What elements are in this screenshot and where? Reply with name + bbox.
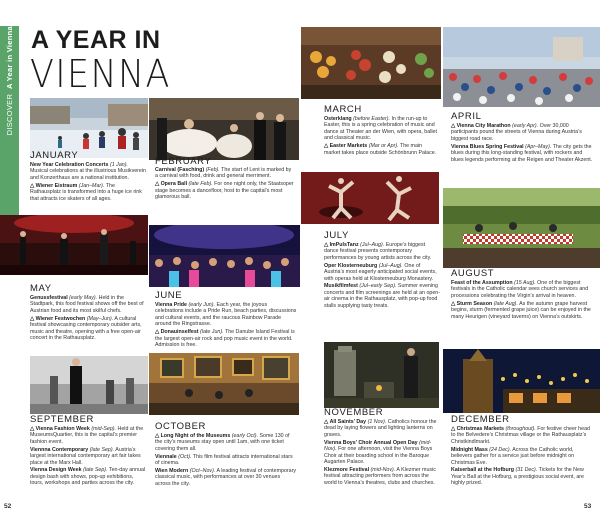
event-name: Wiener Eistraum xyxy=(35,182,78,189)
event-date: (early Apr). xyxy=(512,123,539,129)
event-name: Musikfilmfest xyxy=(324,283,358,290)
page-title-line2: VIENNA xyxy=(30,52,171,96)
event-text: The start of Lent is marked by a carnival with food, drink and general merriment. xyxy=(155,167,292,180)
september-photo xyxy=(30,356,148,414)
event-date: (late Jun). xyxy=(200,329,224,336)
month-march: MARCH xyxy=(324,104,362,115)
june-photo xyxy=(149,225,300,287)
event-date: (1 Nov). xyxy=(367,419,387,425)
august-photo xyxy=(443,188,600,268)
october-photo xyxy=(149,353,299,415)
event-text: Ten-day annual design bash with shows, pop-up exhibitions, tours, workshops and parties across the city. xyxy=(30,467,146,487)
july-events: △ ImPulsTanz (Jul–Aug). Europe’s biggest dance festival presents contemporary performances by young artists across the city. Oper Klosterneuburg (Jul–Aug). One of Austria’s most eagerly anticipated social events, with operas held at Klosterneuburg Monastery. Musikfilmfest (Jul–early Sep). Summer evening concerts and film screenings are held at an open-air cinema in the Rathausplatz, with pop-up food stalls supplying tasty treats. xyxy=(324,242,441,309)
page-number-right: 53 xyxy=(584,503,592,510)
event-date: (late Sep). xyxy=(89,446,115,453)
page-title-line1: A YEAR IN xyxy=(31,26,161,54)
event-name: Vienna City Marathon xyxy=(456,123,511,129)
november-photo xyxy=(324,342,439,408)
month-may: MAY xyxy=(30,283,52,294)
event-name: Wien Modern xyxy=(155,468,189,475)
event-name: Sturm Season xyxy=(456,300,493,307)
event-text: Summer evening concerts and film screenings are held at an open-air cinema in the Rathausplatz, with pop-up food stalls supplying tasty treats. xyxy=(324,283,441,309)
event-date: (mid-Nov). xyxy=(370,466,396,473)
month-october: OCTOBER xyxy=(155,421,207,432)
event-date: (May–Jun). xyxy=(86,315,114,322)
event-name: Klezmore Festival xyxy=(324,466,370,473)
april-photo xyxy=(443,27,600,107)
event-text: As the autumn grape harvest begins, sturm (fermented grape juice) can be enjoyed in the many Heurigen (vineyard taverns) on Vienna’s outskirts. xyxy=(451,300,591,320)
tab-section-name: A Year in Vienna xyxy=(5,26,14,90)
event-name: All Saints’ Day xyxy=(329,419,367,425)
event-date: (early May). xyxy=(69,295,98,301)
december-events: △ Christmas Markets (throughout). For festive cheer head to the Belvedere’s Christmas village or the Rathausplatz’s Christkindlmarkt. Midnight Mass (24 Dec). Across the Catholic world, believers gather for a service just before midnight on Christmas Eve. Kaiserball at the Hofburg (31 Dec). Tickets for the New Year’s Ball at the Hofburg, a prestigious social event, are highly prized. xyxy=(451,426,590,487)
event-date: (before Easter). xyxy=(353,116,390,122)
event-name: Wiener Festwochen xyxy=(35,315,86,322)
event-text: Over 30,000 participants pound the streets of Vienna during Austria’s biggest road race. xyxy=(451,123,582,142)
event-text: A leading festival of contemporary classical music, with performances at over 30 venues across the city. xyxy=(155,468,296,487)
event-name: Vienna Design Week xyxy=(30,467,82,474)
june-events: Vienna Pride (early Jun). Each year, the joyous celebrations include a Pride Run, beach parties, discussions and cultural events, and the raucous Rainbow Parade around the Ringstrasse. △ Donauinselfest (late Jun). The Danube Island Festival is the largest open-air rock and pop music event in the world. Admission is free. xyxy=(155,302,297,348)
page-number-left: 52 xyxy=(4,503,12,510)
event-date: (early Jun). xyxy=(188,302,215,308)
event-name: Viennale xyxy=(155,453,177,460)
event-date: (Oct–Nov). xyxy=(189,468,216,475)
month-december: DECEMBER xyxy=(451,414,510,425)
event-name: Opera Ball xyxy=(160,181,188,188)
event-date: (Oct). xyxy=(178,453,192,460)
january-events: New Year Celebration Concerts (1 Jan). Musical celebrations at the illustrious Musikverein and Konzerthaus are a national institution. △ Wiener Eistraum (Jan–Mar). The Rathausplatz is transformed into a huge ice rink that attracts ice skaters of all ages. xyxy=(30,162,146,202)
event-text: Europe’s biggest dance festival presents contemporary performances by young artists across the city. xyxy=(324,242,432,261)
event-name: Christmas Markets xyxy=(456,426,504,432)
tab-discover: DISCOVER xyxy=(5,93,14,136)
november-events: △ All Saints’ Day (1 Nov). Catholics honour the dead by laying flowers and lighting lanterns on graves. Vienna Boys’ Choir Annual Open Day (mid-Nov). For one afternoon, visit the Vienna Boys Choir at their boarding school in the Baroque Augarten Palace. Klezmore Festival (mid-Nov). A Klezmer music festival attracting performers from across the world to Vienna’s theatres, clubs and churches. xyxy=(324,419,437,486)
month-july: JULY xyxy=(324,230,349,241)
event-name: ImPulsTanz xyxy=(329,242,359,248)
month-february: FEBRUARY xyxy=(155,156,212,167)
section-tab-text xyxy=(5,26,14,135)
event-text: One of the biggest festivals in the Catholic calendar sees church services and processions celebrating the Virgin’s arrival in heaven. xyxy=(451,280,589,299)
event-date: (24 Dec). xyxy=(489,446,512,453)
event-text: Musical celebrations at the illustrious Musikverein and Konzerthaus are a national institution. xyxy=(30,168,146,181)
event-date: (15 Aug). xyxy=(514,280,536,286)
event-name: Kaiserball at the Hofburg xyxy=(451,467,514,474)
event-name: Oper Klosterneuburg xyxy=(324,262,378,269)
event-text: A Klezmer music festival attracting performers from across the world to Vienna’s theatres, clubs and churches. xyxy=(324,466,436,486)
event-text: The city gets the blues during this long-standing festival, with rockers and blues legends performing at the Reigen and Theater Akzent. xyxy=(451,143,593,163)
event-text: One of Austria’s most eagerly anticipated social events, with operas held at Klosterneuburg Monastery. xyxy=(324,262,437,282)
event-text: Tickets for the New Year’s Ball at the Hofburg, a prestigious social event, are highly prized. xyxy=(451,467,584,487)
february-events: Carnival (Fasching) (Feb). The start of Lent is marked by a carnival with food, drink and general merriment. △ Opera Ball (late Feb). For one night only, the Staatsoper stage becomes a dancefloor, host to the capital’s most glamorous ball. xyxy=(155,167,294,201)
event-text: Held in the Stadtpark, this food festival shows off the best of Austrian food and its most skilful chefs. xyxy=(30,295,144,314)
event-name: Vienna Pride xyxy=(155,302,187,308)
event-name: Genussfestival xyxy=(30,295,68,301)
event-text: The main market takes place outside Schönbrunn Palace. xyxy=(324,143,437,156)
event-name: Feast of the Assumption xyxy=(451,280,513,286)
month-june: JUNE xyxy=(155,290,183,301)
event-name: New Year Celebration Concerts xyxy=(30,162,109,168)
event-text: Held at the MuseumsQuartier, this is the capital’s premier fashion event. xyxy=(30,426,144,445)
event-text: For one afternoon, visit the Vienna Boys Choir at their boarding school in the Baroque Augarten Palace. xyxy=(324,446,433,465)
event-text: Across the Catholic world, believers gather for a service just before midnight on Christmas Eve. xyxy=(451,446,575,466)
april-events: △ Vienna City Marathon (early Apr). Over 30,000 participants pound the streets of Vienna during Austria’s biggest road race. Vienna Blues Spring Festival (Apr–May). The city gets the blues during this long-standing festival, with rockers and blues legends performing at the Reigen and Theater Akzent. xyxy=(451,123,593,163)
may-photo xyxy=(0,215,148,275)
month-september: SEPTEMBER xyxy=(30,414,94,425)
event-text: Austria’s largest international contemporary art fair takes place at the Marx Hall. xyxy=(30,446,141,466)
september-events: △ Vienna Fashion Week (mid-Sep). Held at the MuseumsQuartier, this is the capital’s premier fashion event. Viennna Contemporary (late Sep). Austria’s largest international contemporary art fair takes place at the Marx Hall. Vienna Design Week (late Sep). Ten-day annual design bash with shows, pop-up exhibitions, tours, workshops and parties across the city. xyxy=(30,426,146,487)
event-date: (1 Jan). xyxy=(110,162,128,168)
month-august: AUGUST xyxy=(451,268,495,279)
event-date: (Jul–early Sep). xyxy=(359,283,397,290)
event-text: Each year, the joyous celebrations include a Pride Run, beach parties, discussions and cultural events, and the raucous Rainbow Parade around the Ringstrasse. xyxy=(155,302,297,328)
event-date: (late Feb). xyxy=(188,181,213,188)
event-name: Easter Markets xyxy=(329,143,368,150)
event-date: (31 Dec). xyxy=(515,467,538,474)
event-text: The Danube Island Festival is the largest open-air rock and pop music event in the world. Admission is free. xyxy=(155,329,295,348)
october-events: △ Long Night of the Museums (early Oct). Some 130 of the city’s museums stay open until 1am, with one ticket covering them all. Viennale (Oct). This film festival attracts international stars of cinema. Wien Modern (Oct–Nov). A leading festival of contemporary classical music, with performances at over 30 venues across the city. xyxy=(155,433,296,487)
event-name: Vienna Boys’ Choir Annual Open Day xyxy=(324,439,418,446)
event-text: Catholics honour the dead by laying flowers and lighting lanterns on graves. xyxy=(324,419,437,438)
event-name: Carnival (Fasching) xyxy=(155,167,205,173)
month-november: NOVEMBER xyxy=(324,407,384,418)
event-date: (mid-Nov). xyxy=(324,439,432,453)
month-april: APRIL xyxy=(451,111,482,122)
section-tab xyxy=(0,26,19,236)
january-photo xyxy=(30,98,148,158)
month-january: JANUARY xyxy=(30,150,79,161)
december-photo xyxy=(443,349,600,413)
february-photo xyxy=(149,98,299,160)
event-name: Midnight Mass xyxy=(451,446,488,453)
event-name: Long Night of the Museums xyxy=(160,433,231,439)
event-date: (Jul–Aug). xyxy=(378,262,403,269)
event-name: Viennna Contemporary xyxy=(30,446,89,453)
event-text: The Rathausplatz is transformed into a huge ice rink that attracts ice skaters of all ages. xyxy=(30,182,142,202)
event-name: Donauinselfest xyxy=(160,329,199,336)
event-date: (Mar or Apr). xyxy=(368,143,399,150)
event-text: Some 130 of the city’s museums stay open until 1am, with one ticket covering them all. xyxy=(155,433,290,452)
march-photo xyxy=(301,27,441,99)
july-photo xyxy=(301,172,439,224)
event-date: (early Oct). xyxy=(231,433,258,439)
event-date: (throughout). xyxy=(505,426,536,432)
event-name: Vienna Blues Spring Festival xyxy=(451,143,524,150)
march-events: Osterklang (before Easter). In the run-up to Easter, this is a spring celebration of music and dance at Theater an der Wien, with opera, ballet and classical music. △ Easter Markets (Mar or Apr). The main market takes place outside Schönbrunn Palace. xyxy=(324,116,437,156)
event-date: (late Aug). xyxy=(493,300,518,307)
event-text: For one night only, the Staatsoper stage becomes a dancefloor, host to the capital’s most glamorous ball. xyxy=(155,181,294,201)
event-text: A cultural festival showcasing contemporary outsider arts, music and theatre, opening with a free open-air concert in the Rathausplatz. xyxy=(30,315,142,341)
may-events: Genussfestival (early May). Held in the Stadtpark, this food festival shows off the best of Austrian food and its most skilful chefs. △ Wiener Festwochen (May–Jun). A cultural festival showcasing contemporary outsider arts, music and theatre, opening with a free open-air concert in the Rathausplatz. xyxy=(30,295,144,341)
event-text: In the run-up to Easter, this is a spring celebration of music and dance at Theater an der Wien, with opera, ballet and classical music. xyxy=(324,116,437,142)
event-date: (Feb). xyxy=(205,167,220,173)
august-events: Feast of the Assumption (15 Aug). One of the biggest festivals in the Catholic calendar sees church services and processions celebrating the Virgin’s arrival in heaven. △ Sturm Season (late Aug). As the autumn grape harvest begins, sturm (fermented grape juice) can be enjoyed in the many Heurigen (vineyard taverns) on Vienna’s outskirts. xyxy=(451,280,591,320)
event-date: (Jan–Mar). xyxy=(78,182,105,189)
event-date: (Jul–Aug). xyxy=(360,242,385,248)
event-name: Osterklang xyxy=(324,116,352,122)
event-date: (late Sep). xyxy=(83,467,108,474)
event-date: (mid-Sep). xyxy=(91,426,117,432)
event-text: For festive cheer head to the Belvedere’s Christmas village or the Rathausplatz’s Christkindlmarkt. xyxy=(451,426,590,445)
event-text: This film festival attracts international stars of cinema. xyxy=(155,453,293,467)
event-date: (Apr–May). xyxy=(525,143,552,150)
event-name: Vienna Fashion Week xyxy=(35,426,90,432)
